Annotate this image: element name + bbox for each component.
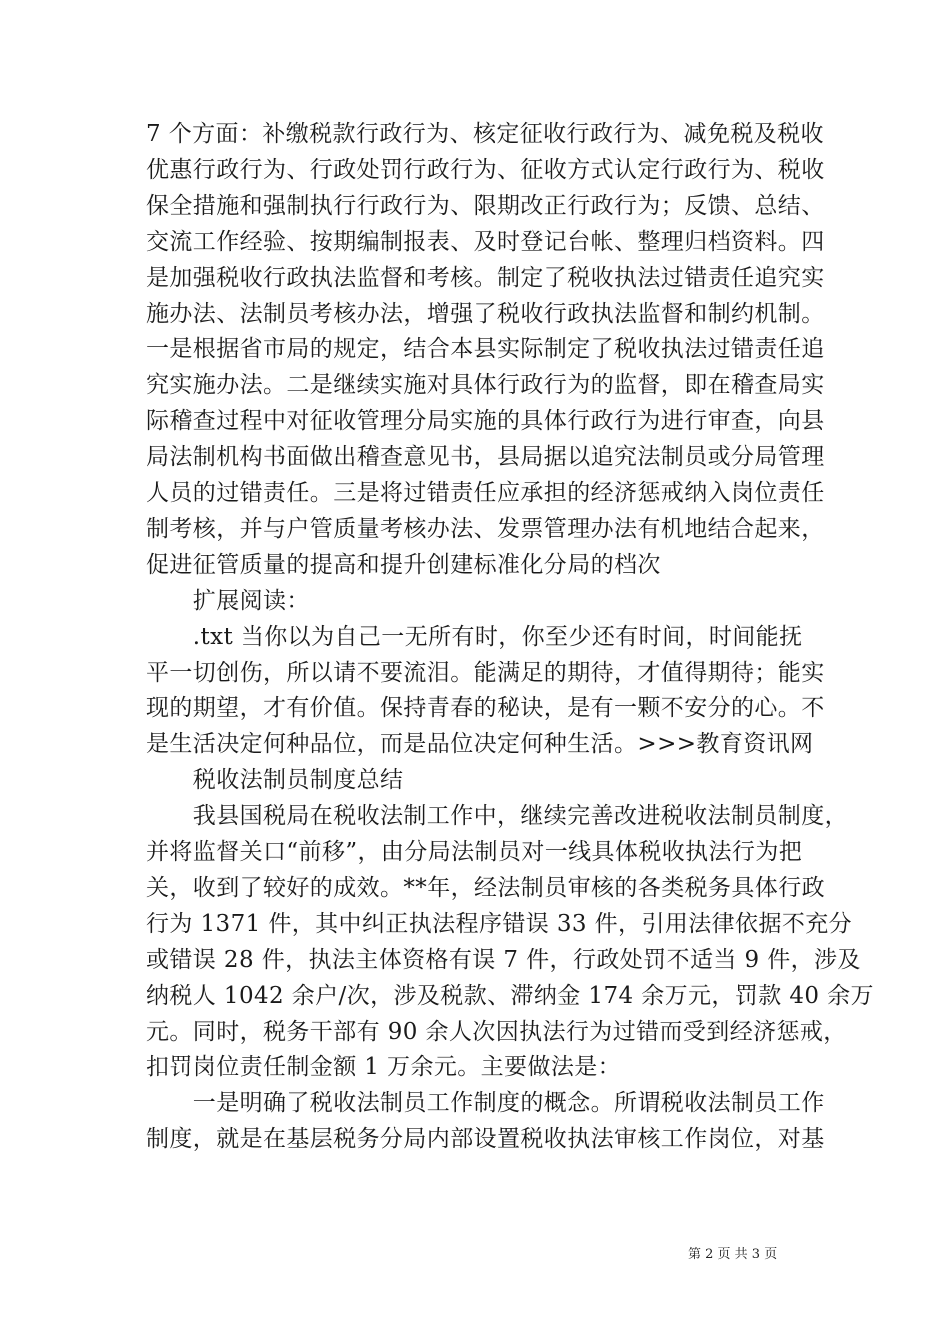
text-line: 保全措施和强制执行行政行为、限期改正行政行为；反馈、总结、 — [146, 193, 825, 219]
text-line: 交流工作经验、按期编制报表、及时登记台帐、整理归档资料。四 — [146, 229, 825, 255]
text-line: 7 个方面：补缴税款行政行为、核定征收行政行为、减免税及税收 — [146, 121, 824, 147]
text-line: 行为 1371 件，其中纠正执法程序错误 33 件，引用法律依据不充分 — [146, 911, 853, 937]
text-line: 一是明确了税收法制员工作制度的概念。所谓税收法制员工作 — [146, 1090, 825, 1116]
text-line: 扩展阅读： — [146, 588, 310, 614]
page-number: 第 2 页 共 3 页 — [688, 1247, 778, 1262]
text-line: 税收法制员制度总结 — [146, 767, 404, 793]
text-line: .txt 当你以为自己一无所有时，你至少还有时间，时间能抚 — [146, 624, 803, 650]
text-line: 纳税人 1042 余户/次，涉及税款、滞纳金 174 余万元，罚款 40 余万 — [146, 983, 874, 1009]
text-line: 制度，就是在基层税务分局内部设置税收执法审核工作岗位，对基 — [146, 1126, 825, 1152]
text-line: 促进征管质量的提高和提升创建标准化分局的档次 — [146, 552, 661, 578]
text-line: 关，收到了较好的成效。**年，经法制员审核的各类税务具体行政 — [146, 875, 825, 901]
text-line: 是生活决定何种品位，而是品位决定何种生活。>>>教育资讯网 — [146, 731, 814, 757]
text-line: 人员的过错责任。三是将过错责任应承担的经济惩戒纳入岗位责任 — [146, 480, 825, 506]
text-line: 优惠行政行为、行政处罚行政行为、征收方式认定行政行为、税收 — [146, 157, 825, 183]
text-line: 平一切创伤，所以请不要流泪。能满足的期待，才值得期待；能实 — [146, 660, 825, 686]
text-line: 并将监督关口“前移”，由分局法制员对一线具体税收执法行为把 — [146, 839, 803, 865]
text-line: 扣罚岗位责任制金额 1 万余元。主要做法是： — [146, 1054, 622, 1080]
text-line: 或错误 28 件，执法主体资格有误 7 件，行政处罚不适当 9 件，涉及 — [146, 947, 861, 973]
text-line: 际稽查过程中对征收管理分局实施的具体行政行为进行审查，向县 — [146, 408, 825, 434]
text-line: 施办法、法制员考核办法，增强了税收行政执法监督和制约机制。 — [146, 301, 825, 327]
text-line: 局法制机构书面做出稽查意见书，县局据以追究法制员或分局管理 — [146, 444, 825, 470]
text-line: 究实施办法。二是继续实施对具体行政行为的监督，即在稽查局实 — [146, 372, 825, 398]
text-line: 现的期望，才有价值。保持青春的秘诀，是有一颗不安分的心。不 — [146, 695, 825, 721]
text-line: 一是根据省市局的规定，结合本县实际制定了税收执法过错责任追 — [146, 336, 825, 362]
text-line: 是加强税收行政执法监督和考核。制定了税收执法过错责任追究实 — [146, 265, 825, 291]
text-line: 我县国税局在税收法制工作中，继续完善改进税收法制员制度， — [146, 803, 848, 829]
text-line: 元。同时，税务干部有 90 余人次因执法行为过错而受到经济惩戒， — [146, 1019, 847, 1045]
text-line: 制考核，并与户管质量考核办法、发票管理办法有机地结合起来， — [146, 516, 825, 542]
